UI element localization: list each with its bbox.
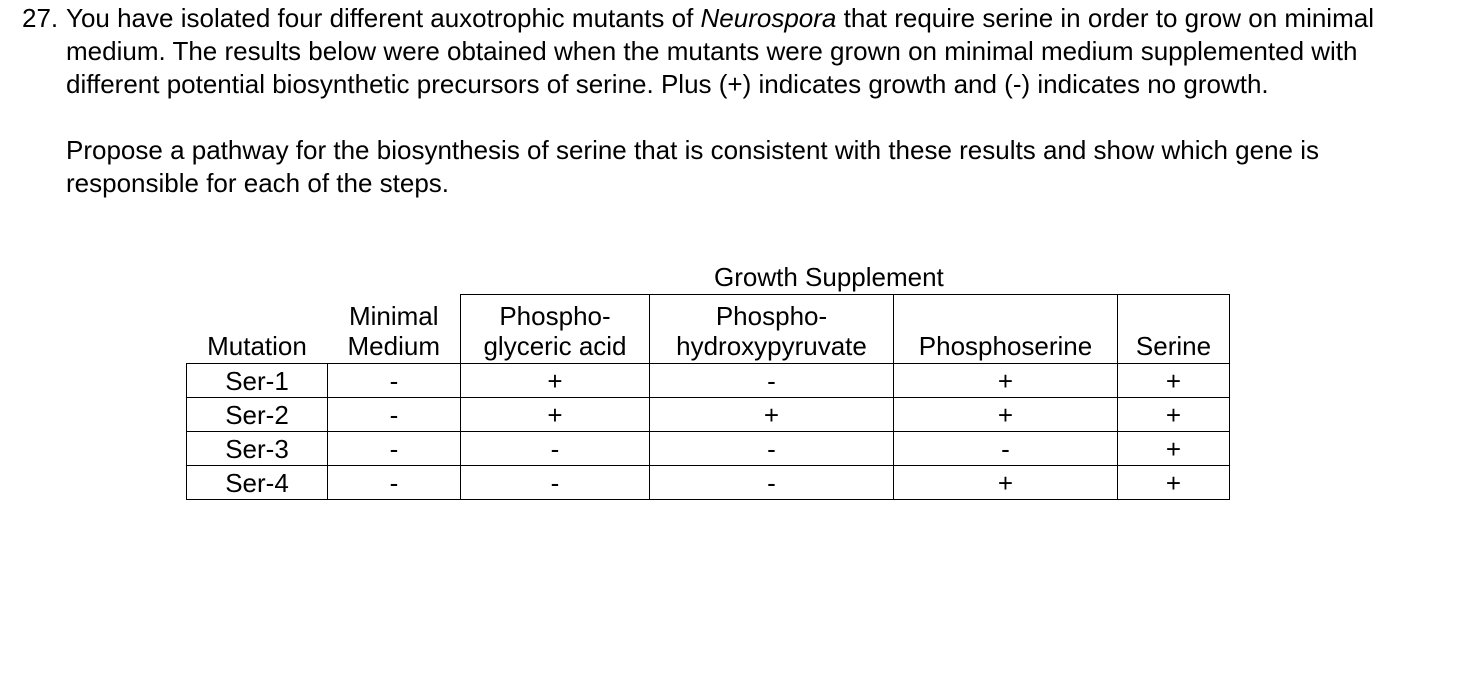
results-table [186, 294, 1230, 500]
cell-serine: + [1118, 466, 1230, 500]
cell-minimal: - [328, 398, 461, 432]
growth-supplement-title: Growth Supplement [714, 262, 944, 292]
table-row [187, 364, 1230, 398]
question-paragraph-1 [66, 2, 1442, 101]
cell-phosphoserine: + [894, 364, 1118, 398]
header-row [187, 295, 1230, 364]
question-paragraph-2: Propose a pathway for the biosynthesis of serine that is consistent with these results and show which gene is responsible for each of the steps. [66, 135, 1320, 198]
table-row [187, 432, 1230, 466]
cell-pga: - [461, 432, 650, 466]
cell-mutation: Ser-1 [187, 364, 328, 398]
cell-php: - [650, 364, 894, 398]
question-number: 27. [22, 3, 59, 33]
cell-phosphoserine: + [894, 466, 1118, 500]
cell-php: - [650, 432, 894, 466]
header-phosphohydroxypyruvate: Phospho- hydroxypyruvate [650, 295, 894, 364]
header-minimal-medium: Minimal Medium [328, 295, 461, 364]
cell-minimal: - [328, 364, 461, 398]
cell-pga: + [461, 364, 650, 398]
cell-serine: + [1118, 364, 1230, 398]
cell-minimal: - [328, 432, 461, 466]
cell-mutation: Ser-2 [187, 398, 328, 432]
table-row [187, 398, 1230, 432]
cell-minimal: - [328, 466, 461, 500]
cell-pga: + [461, 398, 650, 432]
header-serine: Serine [1118, 295, 1230, 364]
paragraph-1-end: that require serine in order to grow on minimal medium. The results below were obtained when the mutants were grown on minimal medium supplemented with different potential biosynthetic precursors of serine. Plus (+) indicates growth and (-) indicates no growth. [66, 3, 1374, 99]
organism-name: Neurospora [700, 3, 837, 33]
cell-pga: - [461, 466, 650, 500]
cell-phosphoserine: - [894, 432, 1118, 466]
header-phosphoglyceric-acid: Phospho- glyceric acid [461, 295, 650, 364]
cell-mutation: Ser-3 [187, 432, 328, 466]
question-row [22, 2, 1442, 200]
table-row [187, 466, 1230, 500]
question-block [22, 2, 1442, 200]
cell-serine: + [1118, 432, 1230, 466]
cell-mutation: Ser-4 [187, 466, 328, 500]
header-phosphoserine: Phosphoserine [894, 295, 1118, 364]
cell-serine: + [1118, 398, 1230, 432]
cell-php: - [650, 466, 894, 500]
question-text [66, 2, 1442, 200]
cell-php: + [650, 398, 894, 432]
paragraph-1-start: You have isolated four different auxotrophic mutants of [66, 3, 701, 33]
header-mutation: Mutation [207, 331, 307, 361]
cell-phosphoserine: + [894, 398, 1118, 432]
